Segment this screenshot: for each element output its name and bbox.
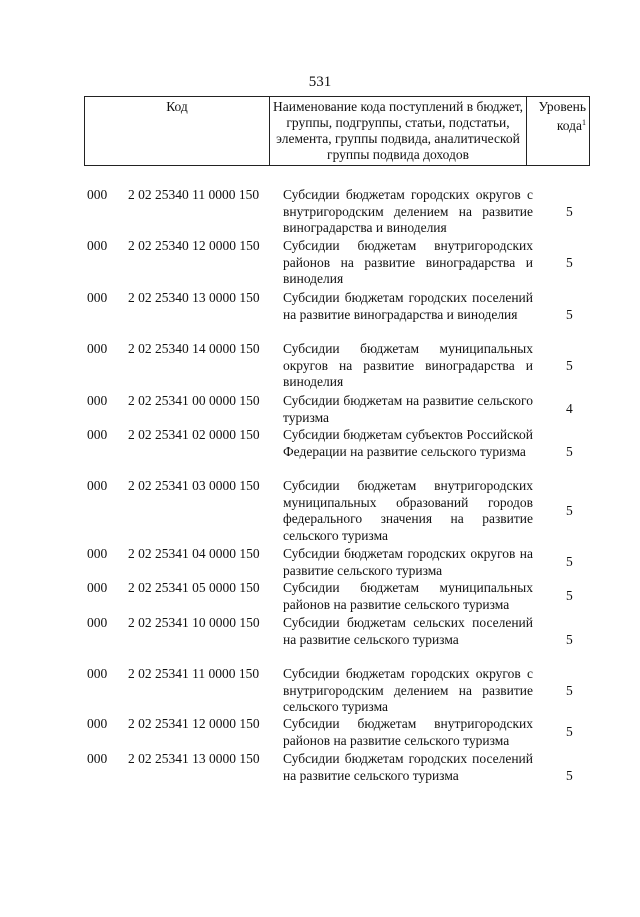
code-level: 5 [566, 503, 573, 518]
admin-code: 000 [87, 580, 108, 595]
income-code: 2 02 25341 11 0000 150 [128, 666, 260, 681]
code-level: 4 [566, 401, 573, 416]
code-level: 5 [566, 255, 573, 270]
admin-code: 000 [87, 290, 108, 305]
income-name: Субсидии бюджетам субъектов Российской Федерации на развитие сельского туризма [283, 427, 533, 459]
admin-code: 000 [87, 546, 108, 561]
admin-code: 000 [87, 615, 108, 630]
admin-code: 000 [87, 238, 108, 253]
admin-code: 000 [87, 716, 108, 731]
code-level: 5 [566, 554, 573, 569]
income-code: 2 02 25341 12 0000 150 [128, 716, 260, 731]
income-name: Субсидии бюджетам городских округов на развитие сельского туризма [283, 546, 533, 578]
code-level: 5 [566, 588, 573, 603]
code-level: 5 [566, 307, 573, 322]
admin-code: 000 [87, 751, 108, 766]
income-name: Субсидии бюджетам внутригородских районов на развитие сельского туризма [283, 716, 533, 748]
income-code: 2 02 25340 13 0000 150 [128, 290, 260, 305]
code-level: 5 [566, 632, 573, 647]
income-code: 2 02 25341 00 0000 150 [128, 393, 260, 408]
income-name: Субсидии бюджетам муниципальных округов на развитие виноградарства и виноделия [283, 341, 533, 390]
code-level: 5 [566, 444, 573, 459]
code-level: 5 [566, 204, 573, 219]
income-code: 2 02 25341 02 0000 150 [128, 427, 260, 442]
income-code: 2 02 25340 12 0000 150 [128, 238, 260, 253]
income-code: 2 02 25341 13 0000 150 [128, 751, 260, 766]
code-level: 5 [566, 768, 573, 783]
income-code: 2 02 25341 04 0000 150 [128, 546, 260, 561]
income-code: 2 02 25340 11 0000 150 [128, 187, 260, 202]
header-code: Код [85, 97, 270, 166]
admin-code: 000 [87, 187, 108, 202]
code-level: 5 [566, 724, 573, 739]
page-number: 531 [308, 74, 332, 90]
header-level [527, 97, 590, 166]
header-name: Наименование кода поступлений в бюджет, группы, подгруппы, статьи, подстатьи, элемента, группы подвида, аналитической группы подвида доходов [270, 97, 527, 166]
admin-code: 000 [87, 478, 108, 493]
income-name: Субсидии бюджетам сельских поселений на развитие сельского туризма [283, 615, 533, 647]
code-level: 5 [566, 358, 573, 373]
income-name: Субсидии бюджетам городских округов с внутригородским делением на развитие сельского туризма [283, 666, 533, 715]
table-header [84, 96, 590, 166]
income-name: Субсидии бюджетам внутригородских муниципальных образований городов федерального значения на развитие сельского туризма [283, 478, 533, 543]
income-name: Субсидии бюджетам городских поселений на развитие виноградарства и виноделия [283, 290, 533, 322]
header-level-footnote: 1 [582, 118, 586, 127]
income-name: Субсидии бюджетам муниципальных районов на развитие сельского туризма [283, 580, 533, 612]
income-name: Субсидии бюджетам городских округов с внутригородским делением на развитие виноградарства и виноделия [283, 187, 533, 236]
admin-code: 000 [87, 427, 108, 442]
admin-code: 000 [87, 393, 108, 408]
income-name: Субсидии бюджетам городских поселений на развитие сельского туризма [283, 751, 533, 783]
income-code: 2 02 25340 14 0000 150 [128, 341, 260, 356]
code-level: 5 [566, 683, 573, 698]
income-name: Субсидии бюджетам внутригородских районов на развитие виноградарства и виноделия [283, 238, 533, 287]
income-code: 2 02 25341 03 0000 150 [128, 478, 260, 493]
header-level-label: Уровень кода [538, 99, 586, 133]
admin-code: 000 [87, 341, 108, 356]
admin-code: 000 [87, 666, 108, 681]
income-code: 2 02 25341 10 0000 150 [128, 615, 260, 630]
income-code: 2 02 25341 05 0000 150 [128, 580, 260, 595]
income-name: Субсидии бюджетам на развитие сельского туризма [283, 393, 533, 425]
